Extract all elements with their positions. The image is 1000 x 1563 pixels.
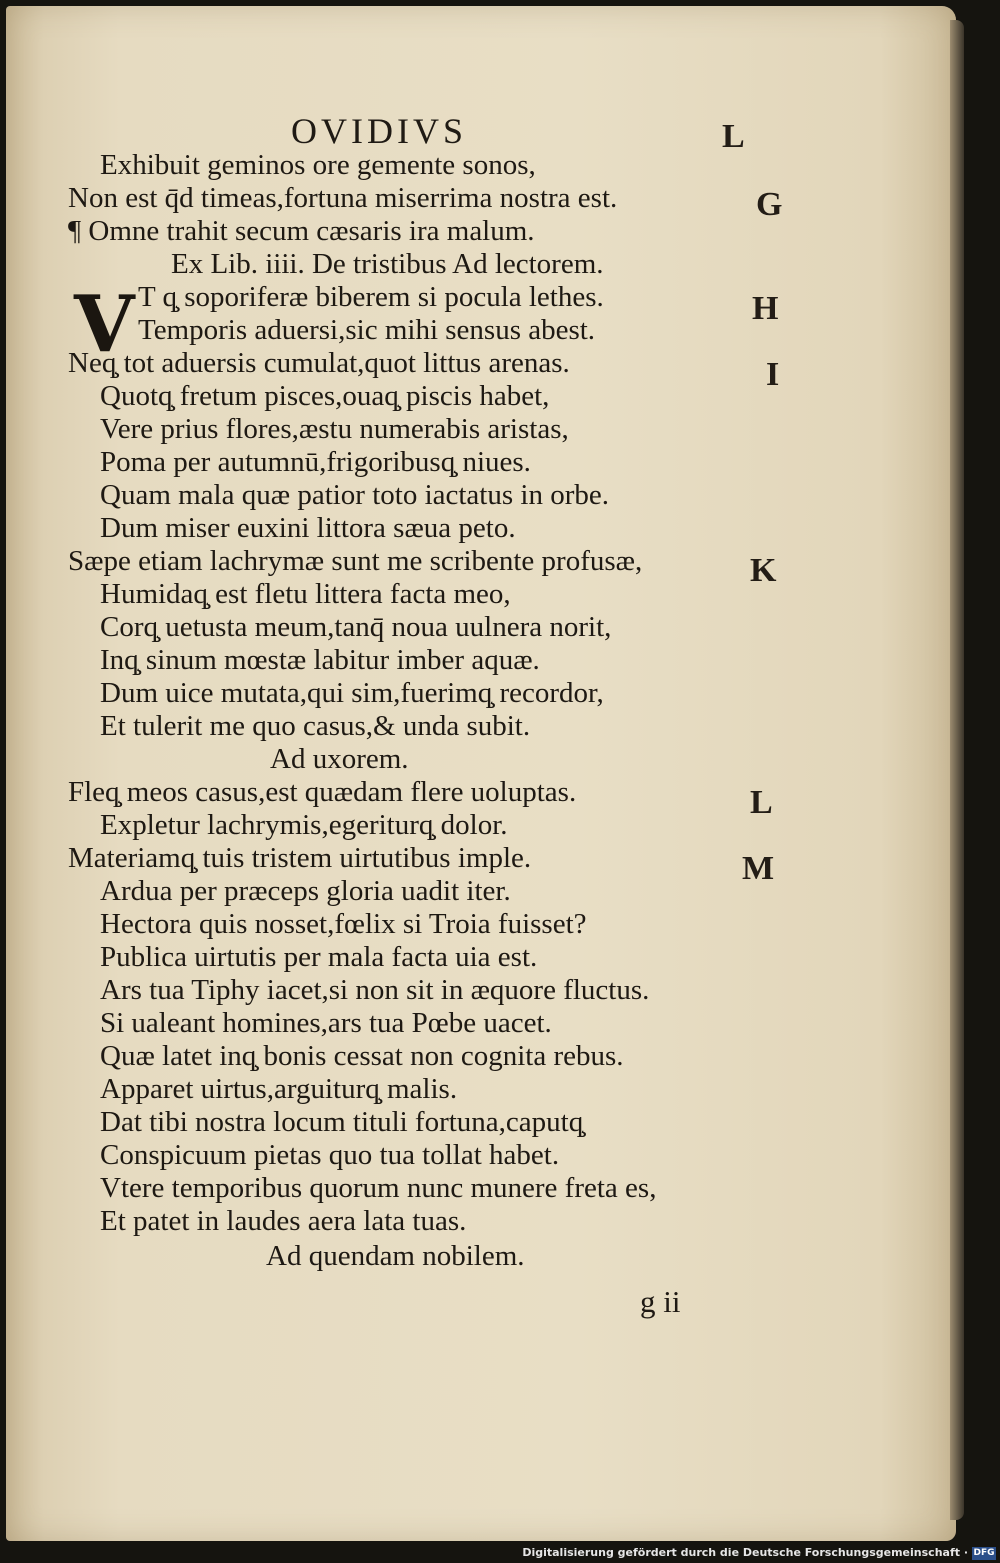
verse-line: Quotq̧ fretum pisces,ouaq̧ piscis habet, — [100, 380, 550, 412]
verse-line: Dum uice mutata,qui sim,fuerimq̧ recordor, — [100, 677, 604, 709]
margin-letter: L — [750, 784, 773, 821]
verse-line: Corq̧ uetusta meum,tanq̄ noua uulnera norit, — [100, 611, 612, 643]
book-page — [6, 6, 956, 1541]
verse-line: Quam mala quæ patior toto iactatus in orbe. — [100, 479, 609, 511]
margin-letter: I — [766, 356, 780, 393]
margin-letter: M — [742, 850, 775, 887]
verse-line: Si ualeant homines,ars tua Pœbe uacet. — [100, 1007, 552, 1039]
running-head: OVIDIVS — [291, 111, 467, 151]
verse-line: Quæ latet inq̧ bonis cessat non cognita rebus. — [100, 1040, 624, 1072]
signature-mark: g ii — [640, 1284, 681, 1319]
verse-line: T q̧ soporiferæ biberem si pocula lethes. — [138, 281, 604, 313]
margin-letter: H — [752, 290, 779, 327]
verse-line: Fleq̧ meos casus,est quædam flere uoluptas. — [68, 776, 577, 808]
verse-line: Publica uirtutis per mala facta uia est. — [100, 941, 538, 973]
margin-letter: G — [756, 186, 783, 223]
verse-line: Vere prius flores,æstu numerabis aristas, — [100, 413, 569, 445]
section-heading: Ad uxorem. — [270, 743, 409, 775]
verse-line: ¶ Omne trahit secum cæsaris ira malum. — [68, 215, 535, 247]
verse-line: Neq̧ tot aduersis cumulat,quot littus arenas. — [68, 347, 570, 379]
verse-line: Apparet uirtus,arguiturq̧ malis. — [100, 1073, 458, 1105]
verse-line: Humidaq̧ est fletu littera facta meo, — [100, 578, 511, 610]
verse-line: Ardua per præceps gloria uadit iter. — [100, 875, 511, 907]
verse-line: Inq̧ sinum mœstæ labitur imber aquæ. — [100, 644, 540, 676]
verse-line: Hectora quis nosset,fœlix si Troia fuisset? — [100, 908, 587, 940]
section-heading: Ad quendam nobilem. — [266, 1240, 525, 1272]
page-edge — [950, 20, 964, 1520]
verse-line: Ars tua Tiphy iacet,si non sit in æquore fluctus. — [100, 974, 650, 1006]
verse-line: Sæpe etiam lachrymæ sunt me scribente profusæ, — [68, 545, 643, 577]
verse-line: Temporis aduersi,sic mihi sensus abest. — [138, 314, 596, 346]
verse-line: Materiamq̧ tuis tristem uirtutibus imple. — [68, 842, 532, 874]
dfg-logo: DFG — [973, 1548, 995, 1558]
verse-line: Expletur lachrymis,egeriturq̧ dolor. — [100, 809, 508, 841]
margin-letter: L — [722, 118, 745, 155]
verse-line: Et tulerit me quo casus,& unda subit. — [100, 710, 531, 742]
section-heading: Ex Lib. iiii. De tristibus Ad lectorem. — [171, 248, 604, 280]
margin-letter: K — [750, 552, 777, 589]
verse-line: Non est q̄d timeas,fortuna miserrima nostra est. — [68, 182, 618, 214]
footer-bar — [0, 1546, 1000, 1563]
drop-cap-initial: V — [74, 279, 135, 370]
verse-line: Conspicuum pietas quo tua tollat habet. — [100, 1139, 560, 1171]
verse-line: Dat tibi nostra locum tituli fortuna,caputq̧ — [100, 1106, 584, 1138]
footer-credit: Digitalisierung gefördert durch die Deutsche Forschungsgemeinschaft · — [522, 1546, 968, 1559]
verse-line: Poma per autumnū,frigoribusq̧ niues. — [100, 446, 531, 478]
verse-line: Vtere temporibus quorum nunc munere freta es, — [100, 1172, 657, 1204]
verse-line: Dum miser euxini littora sæua peto. — [100, 512, 516, 544]
verse-line: Exhibuit geminos ore gemente sonos, — [100, 149, 536, 181]
verse-line: Et patet in laudes aera lata tuas. — [100, 1205, 467, 1237]
